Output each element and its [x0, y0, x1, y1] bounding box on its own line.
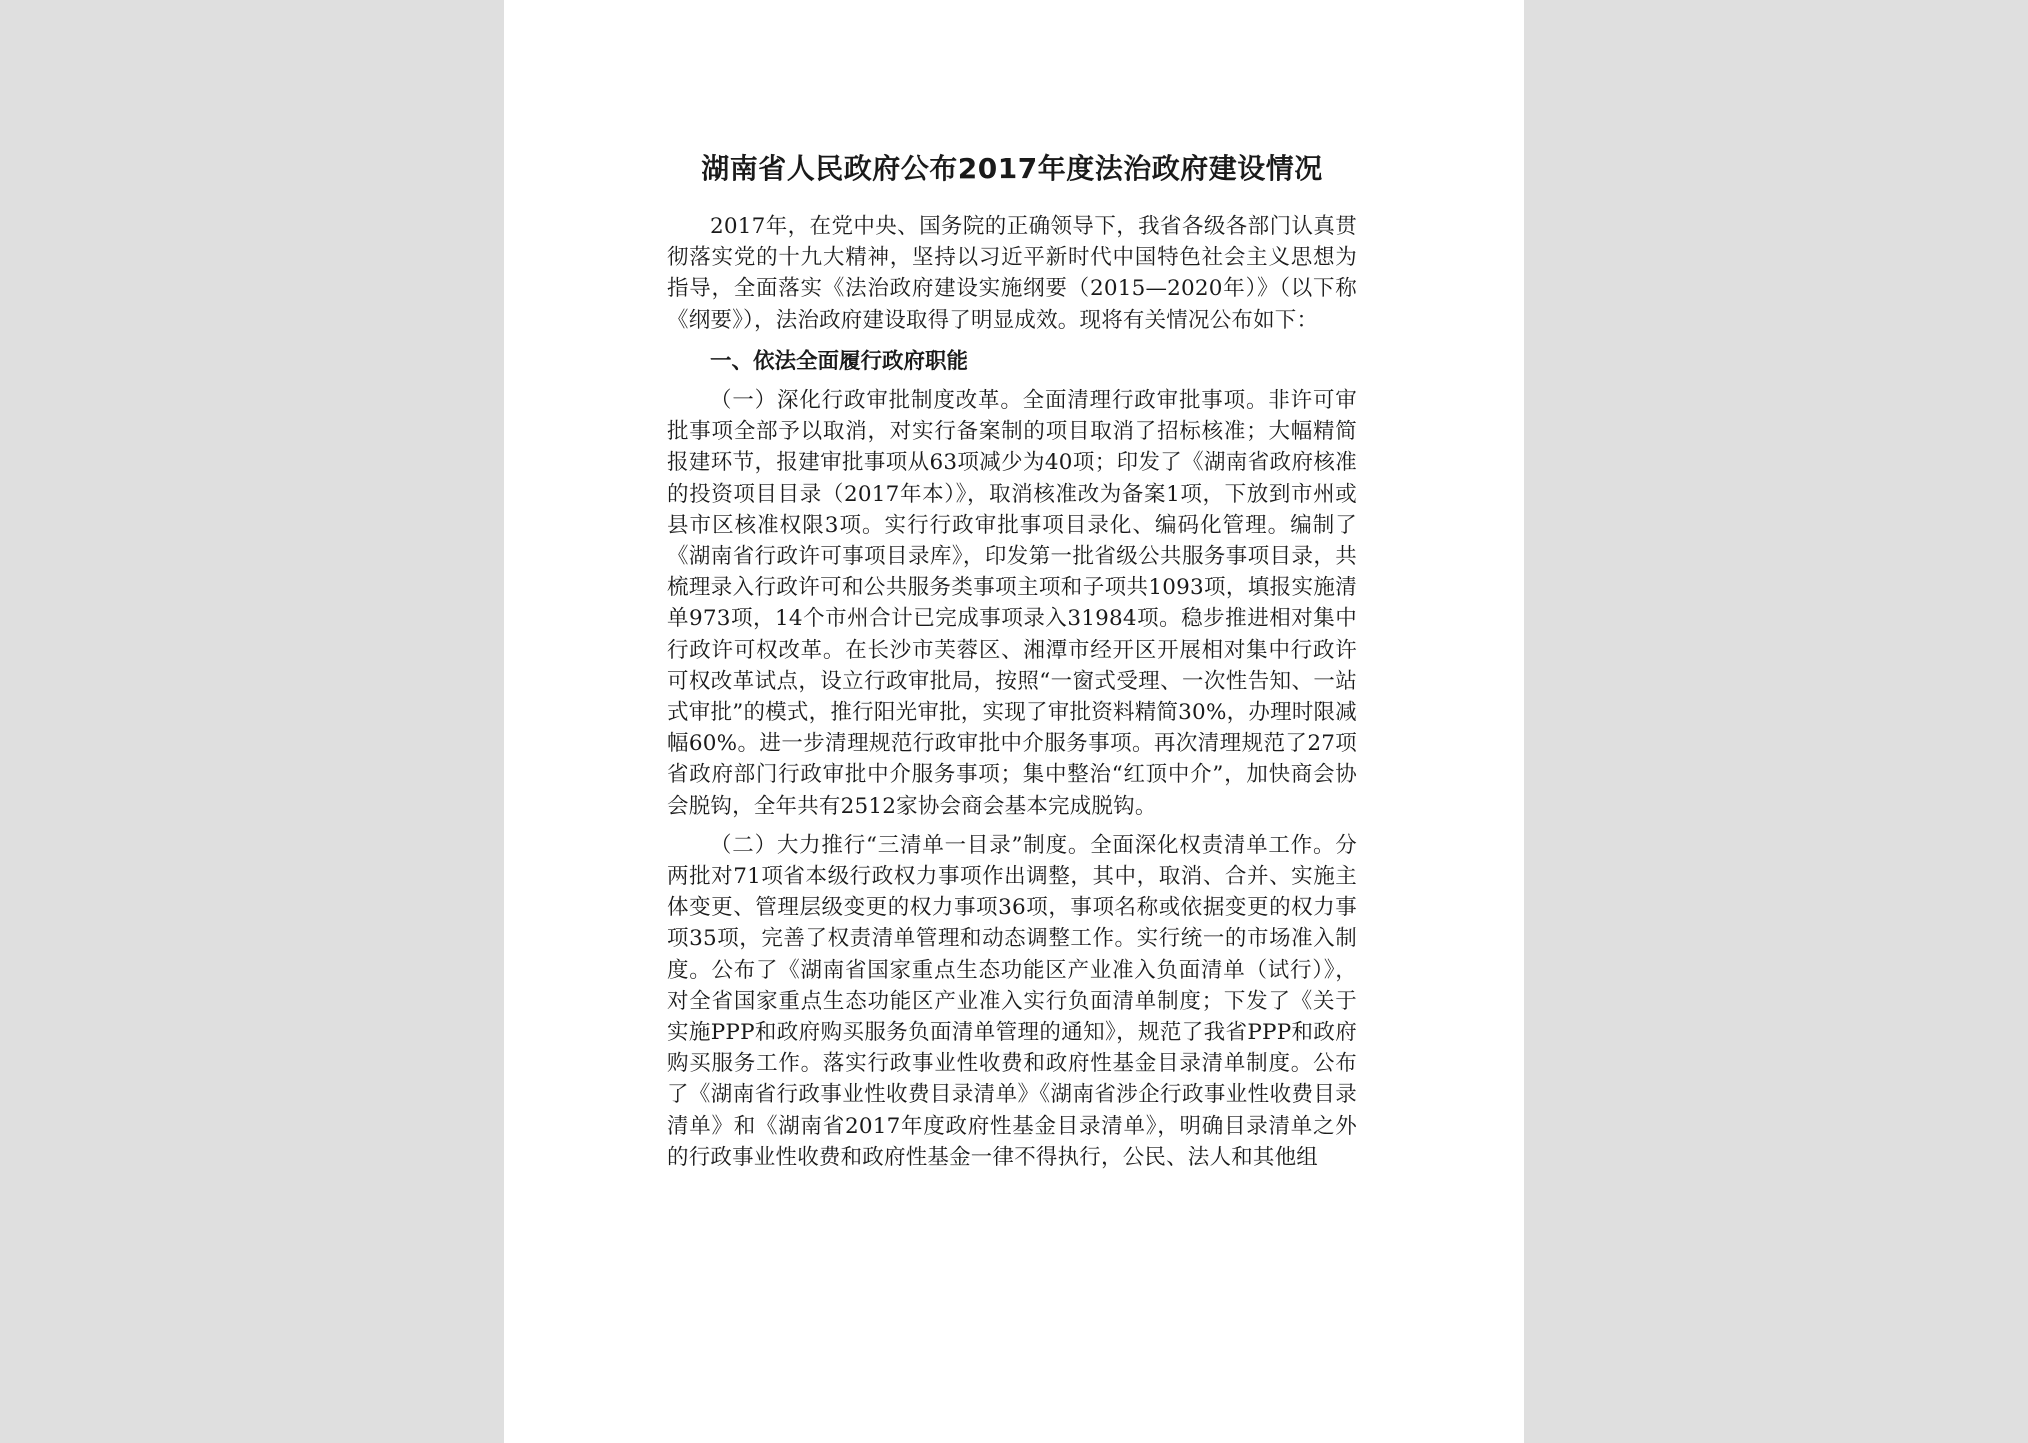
paragraph-administrative-approval: （一）深化行政审批制度改革。全面清理行政审批事项。非许可审批事项全部予以取消，对实行备案制的项目取消了招标核准；大幅精简报建环节，报建审批事项从63项减少为40项；印发了《湖南省政府核准的投资项目目录（2017年本）》，取消核准改为备案1项，下放到市州或县市区核准权限3项。实行行政审批事项目录化、编码化管理。编制了《湖南省行政许可事项目录库》，印发第一批省级公共服务事项目录，共梳理录入行政许可和公共服务类事项主项和子项共1093项，填报实施清单973项，14个市州合计已完成事项录入31984项。稳步推进相对集中行政许可权改革。在长沙市芙蓉区、湘潭市经开区开展相对集中行政许可权改革试点，设立行政审批局，按照“一窗式受理、一次性告知、一站式审批”的模式，推行阳光审批，实现了审批资料精简30%，办理时限减幅60%。进一步清理规范行政审批中介服务事项。再次清理规范了27项省政府部门行政审批中介服务事项；集中整治“红顶中介”，加快商会协会脱钩，全年共有2512家协会商会基本完成脱钩。 [667, 388, 1357, 819]
section-heading: 一、依法全面履行政府职能 [710, 348, 969, 374]
intro-paragraph: 2017年，在党中央、国务院的正确领导下，我省各级各部门认真贯彻落实党的十九大精神，坚持以习近平新时代中国特色社会主义思想为指导，全面落实《法治政府建设实施纲要（2015—2020年）》（以下称《纲要》），法治政府建设取得了明显成效。现将有关情况公布如下： [667, 214, 1357, 333]
paragraph-three-lists-one-catalog: （二）大力推行“三清单一目录”制度。全面深化权责清单工作。分两批对71项省本级行政权力事项作出调整，其中，取消、合并、实施主体变更、管理层级变更的权力事项36项，事项名称或依据变更的权力事项35项，完善了权责清单管理和动态调整工作。实行统一的市场准入制度。公布了《湖南省国家重点生态功能区产业准入负面清单（试行）》，对全省国家重点生态功能区产业准入实行负面清单制度；下发了《关于实施PPP和政府购买服务负面清单管理的通知》，规范了我省PPP和政府购买服务工作。落实行政事业性收费和政府性基金目录清单制度。公布了《湖南省行政事业性收费目录清单》《湖南省涉企行政事业性收费目录清单》和《湖南省2017年度政府性基金目录清单》，明确目录清单之外的行政事业性收费和政府性基金一律不得执行，公民、法人和其他组 [667, 832, 1357, 1170]
document-page [504, 0, 1524, 1443]
document-title: 湖南省人民政府公布2017年度法治政府建设情况 [701, 152, 1323, 185]
